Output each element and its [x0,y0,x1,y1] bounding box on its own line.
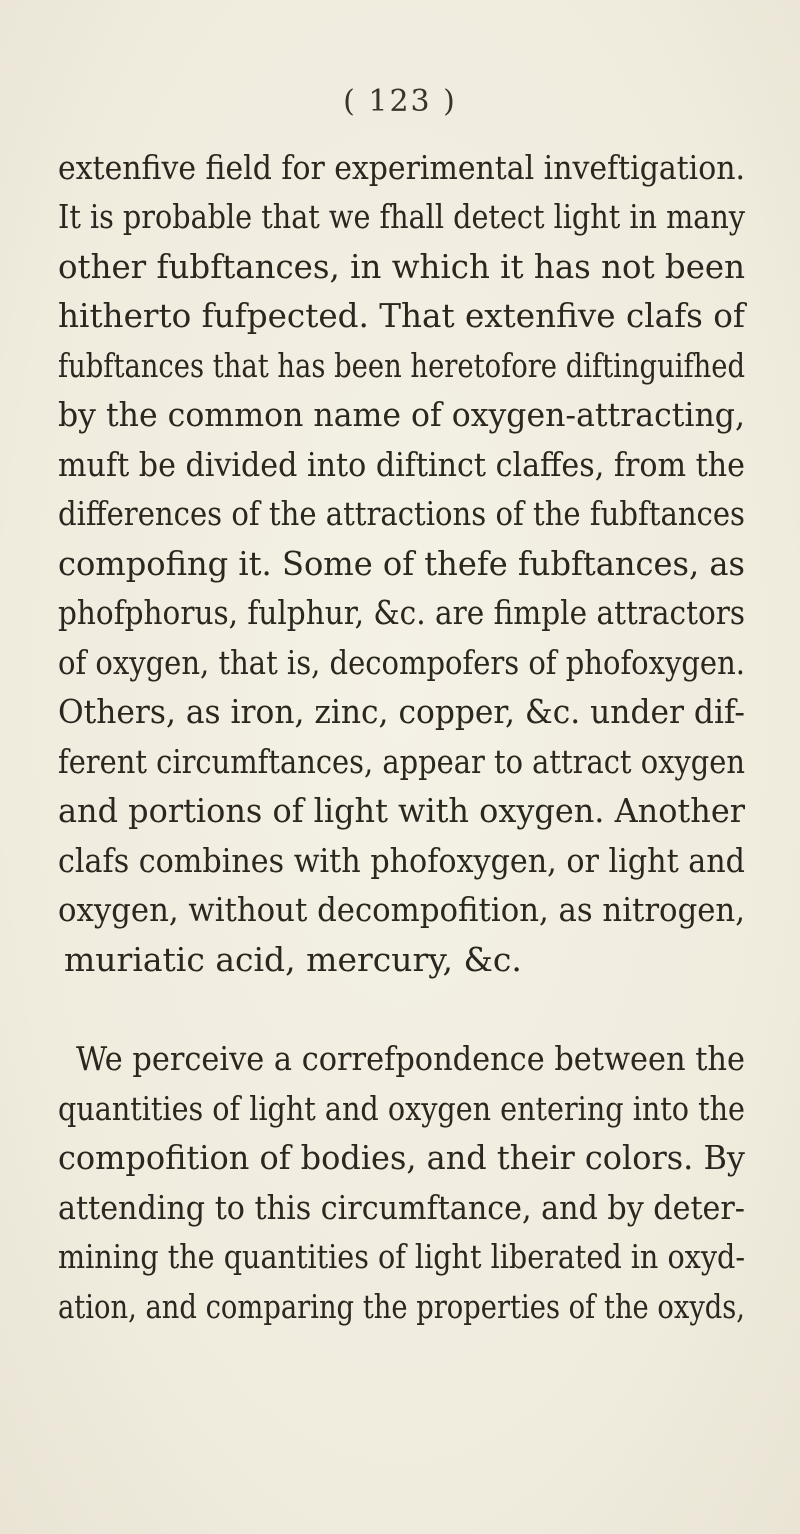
text-line: phofphorus, fulphur, &c. are fimple attractors [58,593,745,632]
text-line: ation, and comparing the properties of the oxyds, [58,1287,745,1326]
text-line: compofition of bodies, and their colors. By [58,1138,745,1177]
text-line: extenfive field for experimental inveftigation. [58,148,745,187]
text-line: It is probable that we fhall detect light in many [58,197,745,236]
text-line: other fubftances, in which it has not been [58,247,745,286]
text-line: quantities of light and oxygen entering into the [58,1089,745,1128]
text-line: fubftances that has been heretofore diftinguifhed [58,346,745,385]
text-line: hitherto fufpected. That extenfive clafs of [58,296,745,335]
text-line: oxygen, without decompofition, as nitrogen, [58,890,745,929]
text-line: Others, as iron, zinc, copper, &c. under dif- [58,692,745,731]
text-line: attending to this circumftance, and by deter- [58,1188,745,1227]
page-number: ( 123 ) [343,84,457,119]
text-line: muriatic acid, mercury, &c. [64,940,522,979]
text-line: clafs combines with phofoxygen, or light and [58,841,745,880]
text-line: and portions of light with oxygen. Another [58,791,745,830]
text-line: differences of the attractions of the fubftances [58,494,745,533]
text-line: by the common name of oxygen-attracting, [58,395,745,434]
text-line: muft be divided into diftinct claffes, from the [58,445,745,484]
text-line: mining the quantities of light liberated in oxyd- [58,1237,745,1276]
text-line: We perceive a correfpondence between the [76,1039,745,1078]
text-line: ferent circumftances, appear to attract oxygen [58,742,745,781]
text-line: of oxygen, that is, decompofers of phofoxygen. [58,643,745,682]
text-line: compofing it. Some of thefe fubftances, as [58,544,745,583]
